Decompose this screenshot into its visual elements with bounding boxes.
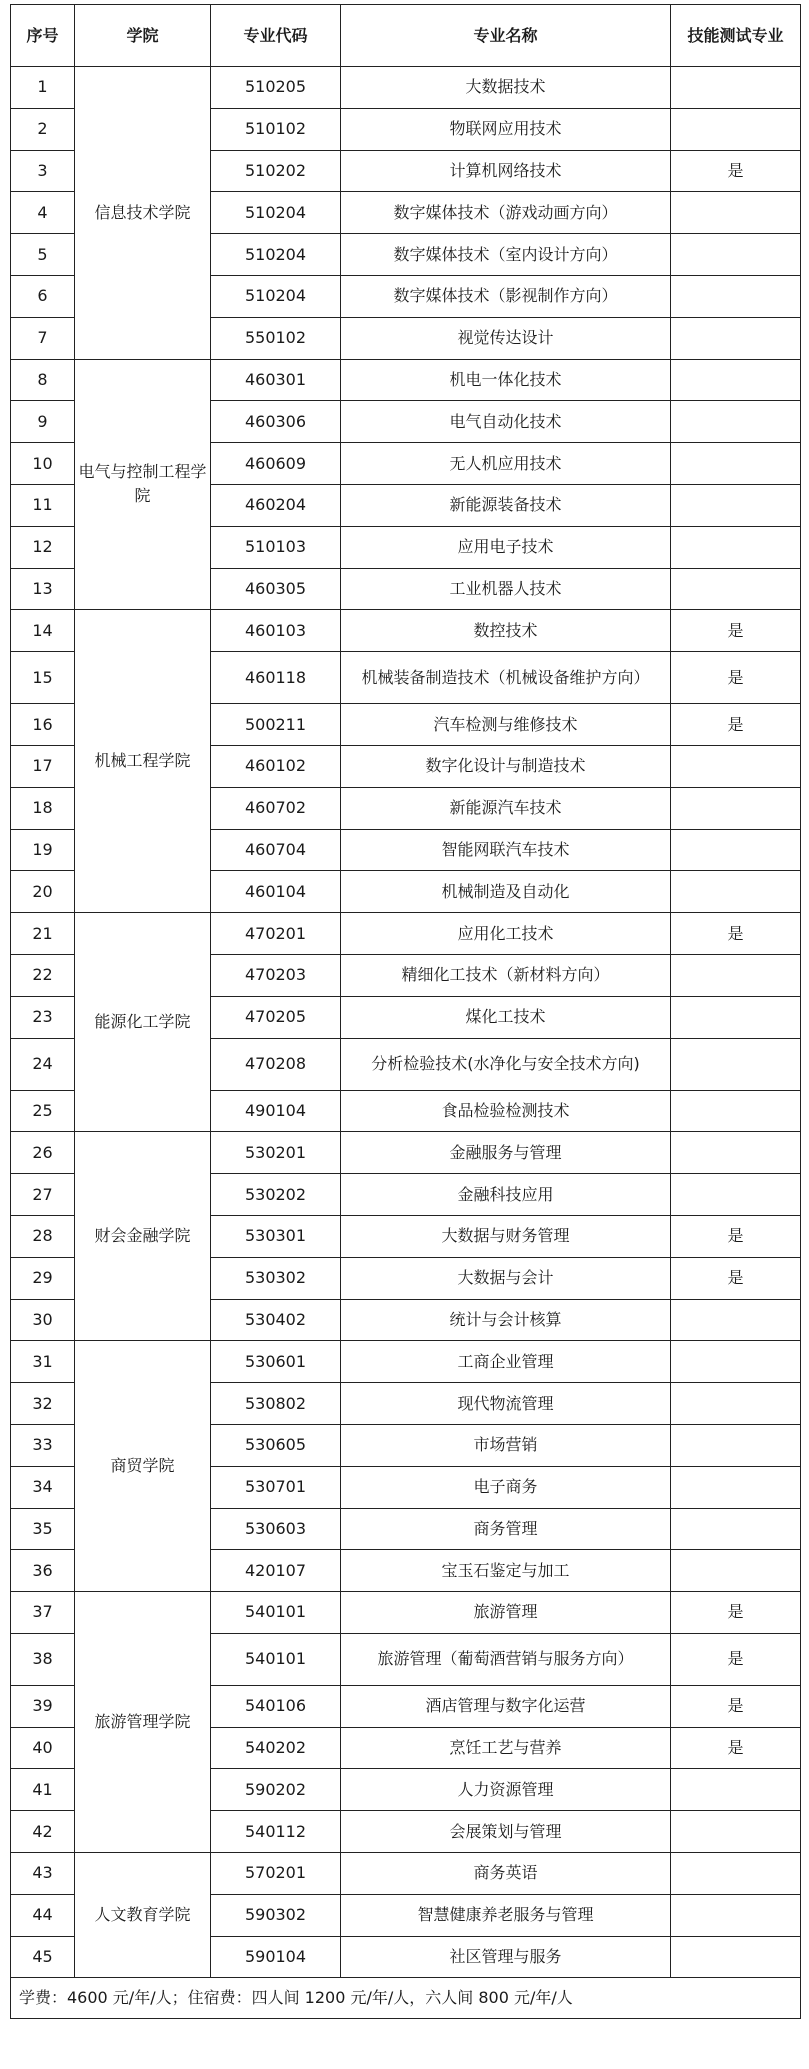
college-cell: 能源化工学院 (75, 913, 211, 1132)
code-cell: 510204 (211, 234, 341, 276)
code-cell: 460305 (211, 568, 341, 610)
seq-cell: 1 (11, 67, 75, 109)
table-row (11, 913, 801, 955)
name-cell: 智慧健康养老服务与管理 (341, 1894, 671, 1936)
code-cell: 540202 (211, 1727, 341, 1769)
skill-cell (671, 1769, 801, 1811)
skill-cell (671, 1936, 801, 1978)
college-cell: 人文教育学院 (75, 1853, 211, 1978)
seq-cell: 26 (11, 1132, 75, 1174)
seq-cell: 38 (11, 1633, 75, 1685)
name-cell: 数字媒体技术（游戏动画方向） (341, 192, 671, 234)
code-cell: 530605 (211, 1424, 341, 1466)
name-cell: 工业机器人技术 (341, 568, 671, 610)
code-cell: 490104 (211, 1090, 341, 1132)
code-cell: 510204 (211, 275, 341, 317)
skill-cell: 是 (671, 150, 801, 192)
skill-cell (671, 787, 801, 829)
code-cell: 540101 (211, 1633, 341, 1685)
name-cell: 数字媒体技术（影视制作方向） (341, 275, 671, 317)
code-cell: 530603 (211, 1508, 341, 1550)
skill-cell (671, 526, 801, 568)
skill-cell: 是 (671, 704, 801, 746)
seq-cell: 3 (11, 150, 75, 192)
skill-cell (671, 1341, 801, 1383)
name-cell: 应用电子技术 (341, 526, 671, 568)
skill-cell (671, 234, 801, 276)
table-row (11, 1853, 801, 1895)
skill-cell: 是 (671, 652, 801, 704)
skill-cell (671, 1383, 801, 1425)
code-cell: 510202 (211, 150, 341, 192)
name-cell: 机电一体化技术 (341, 359, 671, 401)
skill-cell (671, 67, 801, 109)
seq-cell: 6 (11, 275, 75, 317)
name-cell: 视觉传达设计 (341, 317, 671, 359)
seq-cell: 17 (11, 745, 75, 787)
skill-cell (671, 1132, 801, 1174)
seq-cell: 4 (11, 192, 75, 234)
seq-cell: 40 (11, 1727, 75, 1769)
name-cell: 汽车检测与维修技术 (341, 704, 671, 746)
name-cell: 新能源装备技术 (341, 484, 671, 526)
seq-cell: 24 (11, 1038, 75, 1090)
name-cell: 煤化工技术 (341, 996, 671, 1038)
name-cell: 物联网应用技术 (341, 108, 671, 150)
name-cell: 大数据与会计 (341, 1257, 671, 1299)
college-cell: 机械工程学院 (75, 610, 211, 913)
code-cell: 590202 (211, 1769, 341, 1811)
table-row (11, 1341, 801, 1383)
code-cell: 510204 (211, 192, 341, 234)
code-cell: 530201 (211, 1132, 341, 1174)
name-cell: 金融服务与管理 (341, 1132, 671, 1174)
code-cell: 510102 (211, 108, 341, 150)
skill-cell (671, 1299, 801, 1341)
seq-cell: 37 (11, 1592, 75, 1634)
code-cell: 590104 (211, 1936, 341, 1978)
code-cell: 460702 (211, 787, 341, 829)
name-cell: 市场营销 (341, 1424, 671, 1466)
name-cell: 数字媒体技术（室内设计方向） (341, 234, 671, 276)
skill-cell: 是 (671, 1685, 801, 1727)
seq-cell: 43 (11, 1853, 75, 1895)
seq-cell: 41 (11, 1769, 75, 1811)
name-cell: 宝玉石鉴定与加工 (341, 1550, 671, 1592)
seq-cell: 42 (11, 1811, 75, 1853)
seq-cell: 36 (11, 1550, 75, 1592)
name-cell: 应用化工技术 (341, 913, 671, 955)
seq-cell: 44 (11, 1894, 75, 1936)
seq-cell: 27 (11, 1174, 75, 1216)
skill-cell (671, 568, 801, 610)
seq-cell: 23 (11, 996, 75, 1038)
skill-cell (671, 1894, 801, 1936)
name-cell: 烹饪工艺与营养 (341, 1727, 671, 1769)
header-code: 专业代码 (211, 5, 341, 67)
skill-cell (671, 443, 801, 485)
college-cell: 财会金融学院 (75, 1132, 211, 1341)
name-cell: 会展策划与管理 (341, 1811, 671, 1853)
seq-cell: 14 (11, 610, 75, 652)
seq-cell: 10 (11, 443, 75, 485)
code-cell: 530601 (211, 1341, 341, 1383)
skill-cell (671, 996, 801, 1038)
skill-cell (671, 192, 801, 234)
name-cell: 数控技术 (341, 610, 671, 652)
code-cell: 460104 (211, 871, 341, 913)
name-cell: 计算机网络技术 (341, 150, 671, 192)
name-cell: 数字化设计与制造技术 (341, 745, 671, 787)
name-cell: 新能源汽车技术 (341, 787, 671, 829)
skill-cell (671, 1090, 801, 1132)
code-cell: 470201 (211, 913, 341, 955)
name-cell: 金融科技应用 (341, 1174, 671, 1216)
skill-cell (671, 871, 801, 913)
code-cell: 510103 (211, 526, 341, 568)
seq-cell: 35 (11, 1508, 75, 1550)
code-cell: 460301 (211, 359, 341, 401)
code-cell: 460204 (211, 484, 341, 526)
seq-cell: 32 (11, 1383, 75, 1425)
seq-cell: 20 (11, 871, 75, 913)
skill-cell (671, 275, 801, 317)
skill-cell: 是 (671, 610, 801, 652)
seq-cell: 28 (11, 1215, 75, 1257)
code-cell: 570201 (211, 1853, 341, 1895)
name-cell: 分析检验技术(水净化与安全技术方向) (341, 1038, 671, 1090)
code-cell: 460102 (211, 745, 341, 787)
name-cell: 统计与会计核算 (341, 1299, 671, 1341)
seq-cell: 8 (11, 359, 75, 401)
skill-cell: 是 (671, 1727, 801, 1769)
seq-cell: 25 (11, 1090, 75, 1132)
name-cell: 大数据技术 (341, 67, 671, 109)
seq-cell: 29 (11, 1257, 75, 1299)
header-seq: 序号 (11, 5, 75, 67)
name-cell: 机械装备制造技术（机械设备维护方向） (341, 652, 671, 704)
code-cell: 590302 (211, 1894, 341, 1936)
majors-table (10, 4, 801, 2019)
skill-cell: 是 (671, 913, 801, 955)
code-cell: 530202 (211, 1174, 341, 1216)
fee-row (11, 1978, 801, 2019)
name-cell: 无人机应用技术 (341, 443, 671, 485)
fee-note: 学费：4600 元/年/人；住宿费：四人间 1200 元/年/人，六人间 800 元/年/人 (11, 1978, 801, 2019)
skill-cell: 是 (671, 1633, 801, 1685)
header-college: 学院 (75, 5, 211, 67)
name-cell: 机械制造及自动化 (341, 871, 671, 913)
seq-cell: 16 (11, 704, 75, 746)
skill-cell (671, 1811, 801, 1853)
code-cell: 530802 (211, 1383, 341, 1425)
skill-cell (671, 108, 801, 150)
table-row (11, 610, 801, 652)
name-cell: 食品检验检测技术 (341, 1090, 671, 1132)
name-cell: 工商企业管理 (341, 1341, 671, 1383)
code-cell: 460704 (211, 829, 341, 871)
skill-cell (671, 954, 801, 996)
seq-cell: 39 (11, 1685, 75, 1727)
skill-cell: 是 (671, 1592, 801, 1634)
seq-cell: 13 (11, 568, 75, 610)
college-cell: 电气与控制工程学院 (75, 359, 211, 610)
skill-cell (671, 1853, 801, 1895)
seq-cell: 7 (11, 317, 75, 359)
code-cell: 530302 (211, 1257, 341, 1299)
header-row (11, 5, 801, 67)
name-cell: 大数据与财务管理 (341, 1215, 671, 1257)
code-cell: 530701 (211, 1466, 341, 1508)
code-cell: 540106 (211, 1685, 341, 1727)
skill-cell (671, 359, 801, 401)
header-name: 专业名称 (341, 5, 671, 67)
skill-cell (671, 1466, 801, 1508)
seq-cell: 11 (11, 484, 75, 526)
seq-cell: 2 (11, 108, 75, 150)
skill-cell (671, 745, 801, 787)
code-cell: 540112 (211, 1811, 341, 1853)
skill-cell: 是 (671, 1215, 801, 1257)
code-cell: 470203 (211, 954, 341, 996)
name-cell: 商务管理 (341, 1508, 671, 1550)
skill-cell (671, 1424, 801, 1466)
skill-cell (671, 401, 801, 443)
code-cell: 470208 (211, 1038, 341, 1090)
name-cell: 酒店管理与数字化运营 (341, 1685, 671, 1727)
name-cell: 电气自动化技术 (341, 401, 671, 443)
seq-cell: 18 (11, 787, 75, 829)
seq-cell: 15 (11, 652, 75, 704)
name-cell: 旅游管理 (341, 1592, 671, 1634)
header-skill-test: 技能测试专业 (671, 5, 801, 67)
name-cell: 社区管理与服务 (341, 1936, 671, 1978)
table-body (11, 67, 801, 1978)
skill-cell (671, 1174, 801, 1216)
code-cell: 530402 (211, 1299, 341, 1341)
name-cell: 智能网联汽车技术 (341, 829, 671, 871)
skill-cell (671, 1038, 801, 1090)
code-cell: 420107 (211, 1550, 341, 1592)
code-cell: 550102 (211, 317, 341, 359)
skill-cell: 是 (671, 1257, 801, 1299)
name-cell: 现代物流管理 (341, 1383, 671, 1425)
code-cell: 460306 (211, 401, 341, 443)
seq-cell: 33 (11, 1424, 75, 1466)
seq-cell: 21 (11, 913, 75, 955)
name-cell: 电子商务 (341, 1466, 671, 1508)
code-cell: 500211 (211, 704, 341, 746)
table-row (11, 1592, 801, 1634)
code-cell: 510205 (211, 67, 341, 109)
table-row (11, 1132, 801, 1174)
skill-cell (671, 484, 801, 526)
seq-cell: 19 (11, 829, 75, 871)
table-row (11, 67, 801, 109)
college-cell: 信息技术学院 (75, 67, 211, 360)
skill-cell (671, 1550, 801, 1592)
code-cell: 460103 (211, 610, 341, 652)
college-cell: 商贸学院 (75, 1341, 211, 1592)
name-cell: 精细化工技术（新材料方向） (341, 954, 671, 996)
college-cell: 旅游管理学院 (75, 1592, 211, 1853)
seq-cell: 12 (11, 526, 75, 568)
seq-cell: 34 (11, 1466, 75, 1508)
skill-cell (671, 317, 801, 359)
skill-cell (671, 1508, 801, 1550)
seq-cell: 9 (11, 401, 75, 443)
name-cell: 人力资源管理 (341, 1769, 671, 1811)
seq-cell: 45 (11, 1936, 75, 1978)
seq-cell: 30 (11, 1299, 75, 1341)
code-cell: 530301 (211, 1215, 341, 1257)
skill-cell (671, 829, 801, 871)
code-cell: 460118 (211, 652, 341, 704)
table-row (11, 359, 801, 401)
seq-cell: 31 (11, 1341, 75, 1383)
seq-cell: 5 (11, 234, 75, 276)
code-cell: 540101 (211, 1592, 341, 1634)
code-cell: 460609 (211, 443, 341, 485)
name-cell: 旅游管理（葡萄酒营销与服务方向） (341, 1633, 671, 1685)
name-cell: 商务英语 (341, 1853, 671, 1895)
seq-cell: 22 (11, 954, 75, 996)
code-cell: 470205 (211, 996, 341, 1038)
